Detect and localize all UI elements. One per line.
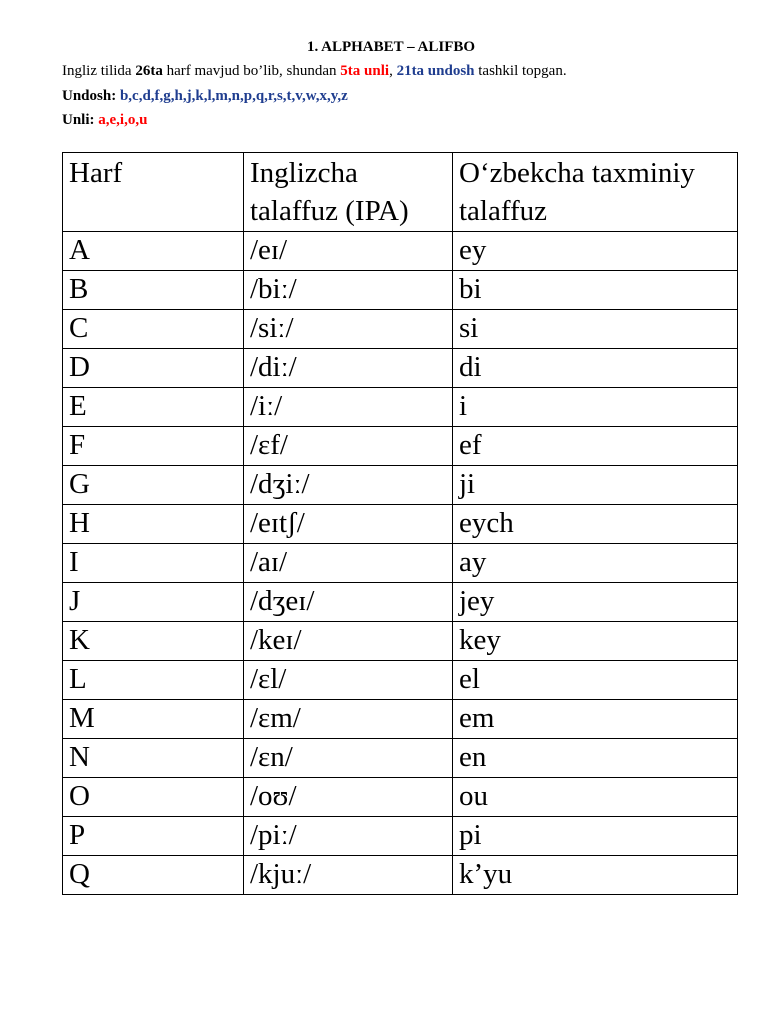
uzbek-cell: ji xyxy=(453,466,738,505)
consonants-line xyxy=(62,86,348,106)
letter-cell: L xyxy=(63,661,244,700)
ipa-cell: /eɪ/ xyxy=(244,232,453,271)
consonants-label: Undosh: xyxy=(62,88,120,104)
letter-cell: A xyxy=(63,232,244,271)
letter-cell: H xyxy=(63,505,244,544)
ipa-cell: /biː/ xyxy=(244,271,453,310)
table-row xyxy=(63,310,738,349)
letter-cell: G xyxy=(63,466,244,505)
table-row xyxy=(63,271,738,310)
table-row xyxy=(63,505,738,544)
table-row xyxy=(63,739,738,778)
table-row xyxy=(63,544,738,583)
intro-text-1: Ingliz tilida xyxy=(62,63,136,79)
uzbek-cell: bi xyxy=(453,271,738,310)
ipa-cell: /dʒeɪ/ xyxy=(244,583,453,622)
vowel-count: 5ta unli xyxy=(340,63,390,79)
table-row xyxy=(63,700,738,739)
vowels-list: a,e,i,o,u xyxy=(98,112,148,128)
ipa-cell: /piː/ xyxy=(244,817,453,856)
letter-count: 26ta xyxy=(135,63,163,79)
table-row xyxy=(63,622,738,661)
table-row xyxy=(63,349,738,388)
consonants-list: b,c,d,f,g,h,j,k,l,m,n,p,q,r,s,t,v,w,x,y,z xyxy=(119,88,348,104)
table-row xyxy=(63,817,738,856)
ipa-cell: /eɪtʃ/ xyxy=(244,505,453,544)
letter-cell: C xyxy=(63,310,244,349)
letter-cell: F xyxy=(63,427,244,466)
table-header-row xyxy=(63,153,738,232)
ipa-cell: /aɪ/ xyxy=(244,544,453,583)
ipa-cell: /oʊ/ xyxy=(244,778,453,817)
uzbek-cell: ey xyxy=(453,232,738,271)
letter-cell: O xyxy=(63,778,244,817)
ipa-cell: /kjuː/ xyxy=(244,856,453,895)
intro-text-3: tashkil topgan. xyxy=(474,63,567,79)
table-row xyxy=(63,388,738,427)
ipa-cell: /keɪ/ xyxy=(244,622,453,661)
letter-cell: B xyxy=(63,271,244,310)
letter-cell: N xyxy=(63,739,244,778)
ipa-cell: /ɛn/ xyxy=(244,739,453,778)
ipa-cell: /diː/ xyxy=(244,349,453,388)
table-row xyxy=(63,466,738,505)
intro-separator: , xyxy=(389,63,397,79)
header-uzbek: O‘zbekcha taxminiy talaffuz xyxy=(453,153,738,232)
letter-cell: P xyxy=(63,817,244,856)
table-row xyxy=(63,661,738,700)
letter-cell: I xyxy=(63,544,244,583)
uzbek-cell: eych xyxy=(453,505,738,544)
uzbek-cell: i xyxy=(453,388,738,427)
header-letter: Harf xyxy=(63,153,244,232)
uzbek-cell: pi xyxy=(453,817,738,856)
vowels-line xyxy=(62,110,147,130)
table-row xyxy=(63,856,738,895)
table-row xyxy=(63,583,738,622)
vowels-label: Unli: xyxy=(62,112,99,128)
letter-cell: Q xyxy=(63,856,244,895)
letter-cell: K xyxy=(63,622,244,661)
uzbek-cell: ay xyxy=(453,544,738,583)
consonant-count: 21ta undosh xyxy=(396,63,475,79)
letter-cell: D xyxy=(63,349,244,388)
uzbek-cell: em xyxy=(453,700,738,739)
uzbek-cell: ou xyxy=(453,778,738,817)
page-title: 1. ALPHABET – ALIFBO xyxy=(306,39,476,55)
ipa-cell: /dʒiː/ xyxy=(244,466,453,505)
uzbek-cell: k’yu xyxy=(453,856,738,895)
ipa-cell: /ɛl/ xyxy=(244,661,453,700)
letter-cell: M xyxy=(63,700,244,739)
ipa-cell: /ɛm/ xyxy=(244,700,453,739)
letter-cell: E xyxy=(63,388,244,427)
header-ipa: Inglizcha talaffuz (IPA) xyxy=(244,153,453,232)
ipa-cell: /iː/ xyxy=(244,388,453,427)
alphabet-table xyxy=(62,152,738,895)
intro-paragraph xyxy=(62,61,567,81)
uzbek-cell: key xyxy=(453,622,738,661)
uzbek-cell: en xyxy=(453,739,738,778)
letter-cell: J xyxy=(63,583,244,622)
uzbek-cell: jey xyxy=(453,583,738,622)
intro-text-2: harf mavjud bo’lib, shundan xyxy=(162,63,341,79)
uzbek-cell: ef xyxy=(453,427,738,466)
table-row xyxy=(63,427,738,466)
ipa-cell: /siː/ xyxy=(244,310,453,349)
uzbek-cell: di xyxy=(453,349,738,388)
uzbek-cell: el xyxy=(453,661,738,700)
ipa-cell: /ɛf/ xyxy=(244,427,453,466)
table-row xyxy=(63,232,738,271)
table-row xyxy=(63,778,738,817)
uzbek-cell: si xyxy=(453,310,738,349)
